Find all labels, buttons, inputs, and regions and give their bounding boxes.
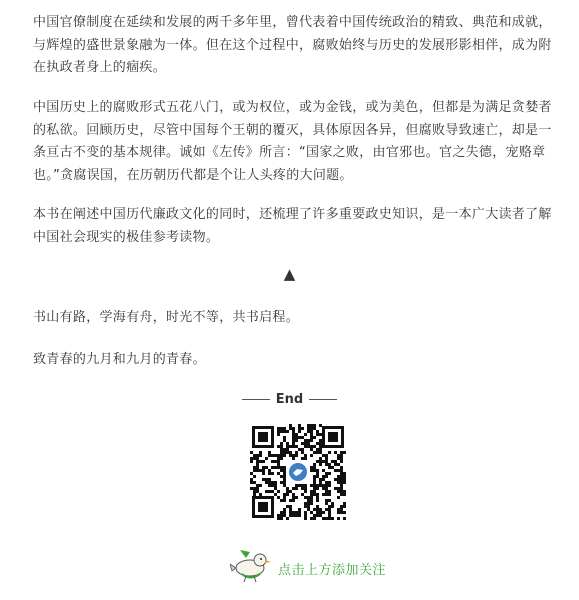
qr-code-icon[interactable] [250, 424, 346, 520]
triangle-divider-icon: ▲ [283, 265, 296, 283]
follow-label[interactable]: 点击上方添加关注 [278, 563, 387, 578]
end-dash-right [309, 399, 337, 400]
paragraph-book-summary: 本书在阐述中国历代廉政文化的同时，还梳理了许多重要政史知识，是一本广大读者了解中国社会现实的极佳参考读物。 [33, 207, 552, 245]
paragraph-intro: 中国官僚制度在延续和发展的两千多年里，曾代表着中国传统政治的精致、典范和成就，与辉煌的盛世景象融为一体。但在这个过程中，腐败始终与历史的发展形影相伴，成为附在执政者身上的痼疾。 [33, 15, 552, 75]
paragraph-dedication: 致青春的九月和九月的青春。 [33, 352, 206, 367]
end-label: End [275, 392, 304, 407]
paragraph-motto: 书山有路，学海有舟，时光不等，共书启程。 [33, 310, 300, 325]
end-dash-left [242, 399, 270, 400]
paragraph-history: 中国历史上的腐败形式五花八门，或为权位，或为金钱，或为美色，但都是为满足贪婪者的私欲。回顾历史，尽管中国每个王朝的覆灭，具体原因各异，但腐败导致速亡，却是一条亘古不变的基本规律。诚如《左传》所言：“国家之败，由官邪也。官之失德，宠赂章也。”贪腐误国，在历朝历代都是个让人头疼的大问题。 [33, 100, 552, 183]
bird-mascot-icon [230, 544, 274, 584]
end-marker [0, 392, 579, 407]
follow-prompt[interactable] [230, 544, 430, 584]
